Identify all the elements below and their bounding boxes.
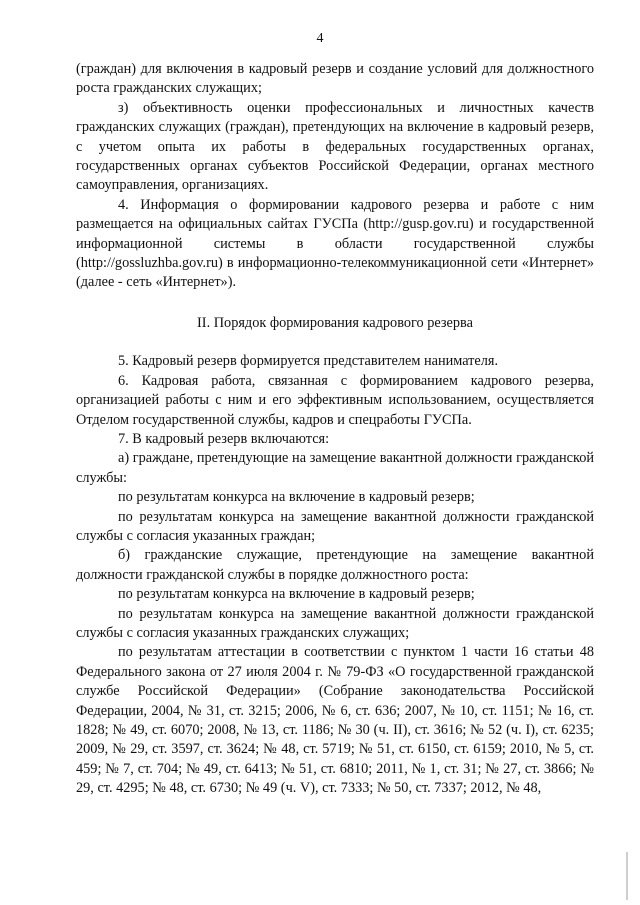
paragraph-item-b-2: по результатам конкурса на замещение вакантной должности гражданской службы с согласия указанных гражданских служащих;: [76, 605, 594, 641]
paragraph-item-b: б) гражданские служащие, претендующие на замещение вакантной должности гражданской службы в порядке должностного роста:: [76, 547, 594, 583]
paragraph-clause-6: 6. Кадровая работа, связанная с формированием кадрового резерва, организацией работы с ним и его эффективным использованием, осуществляется Отделом государственной службы, кадров и спецработы ГУСПа.: [76, 372, 594, 428]
paragraph-item-b-3: по результатам аттестации в соответствии с пунктом 1 части 16 статьи 48 Федерального закона от 27 июля 2004 г. № 79-ФЗ «О государственной гражданской службе Российской Федерации» (Собрание законодательства Российской Федерации, 2004, № 31, ст. 3215; 2006, № 6, ст. 636; 2007, № 10, ст. 1151; № 16, ст. 1828; № 49, ст. 6070; 2008, № 13, ст. 1186; № 30 (ч. II), ст. 3616; № 52 (ч. I), ст. 6235; 2009, № 29, ст. 3597, ст. 3624; № 48, ст. 5719; № 51, ст. 6150, ст. 6159; 2010, № 5, ст. 459; № 7, ст. 704; № 49, ст. 6413; № 51, ст. 6810; 2011, № 1, ст. 31; № 27, ст. 3866; № 29, ст. 4295; № 48, ст. 6730; № 49 (ч. V), ст. 7333; № 50, ст. 7337; 2012, № 48,: [76, 644, 594, 797]
page-number: 4: [316, 31, 324, 46]
paragraph-item-b-1: по результатам конкурса на включение в кадровый резерв;: [118, 586, 475, 603]
paragraph-clause-4: 4. Информация о формировании кадрового резерва и работе с ним размещается на официальных сайтах ГУСПа (http://gusp.gov.ru) и государственной информационной системы в области государственной службы (http://gossluzhba.gov.ru) в информационно-телекоммуникационной сети «Интернет» (далее - сеть «Интернет»).: [76, 196, 594, 291]
scan-edge-mark: [626, 852, 628, 900]
paragraph-item-z: з) объективность оценки профессиональных и личностных качеств гражданских служащих (граждан), претендующих на включение в кадровый резерв, с учетом опыта их работы в федеральных государственных органах, государственных органах субъектов Российской Федерации, органах местного самоуправления, организациях.: [76, 99, 594, 194]
paragraph-item-a-2: по результатам конкурса на замещение вакантной должности гражданской службы с согласия указанных граждан;: [76, 508, 594, 544]
paragraph-item-a-1: по результатам конкурса на включение в кадровый резерв;: [118, 489, 475, 506]
document-body: [76, 60, 594, 799]
paragraph-clause-5: 5. Кадровый резерв формируется представителем нанимателя.: [118, 353, 499, 370]
paragraph-clause-7: 7. В кадровый резерв включаются:: [118, 430, 330, 447]
section-heading: II. Порядок формирования кадрового резерва: [197, 314, 473, 331]
paragraph-item-a: а) граждане, претендующие на замещение вакантной должности гражданской службы:: [76, 450, 594, 486]
paragraph-continuation: (граждан) для включения в кадровый резерв и создание условий для должностного роста гражданских служащих;: [76, 61, 594, 97]
